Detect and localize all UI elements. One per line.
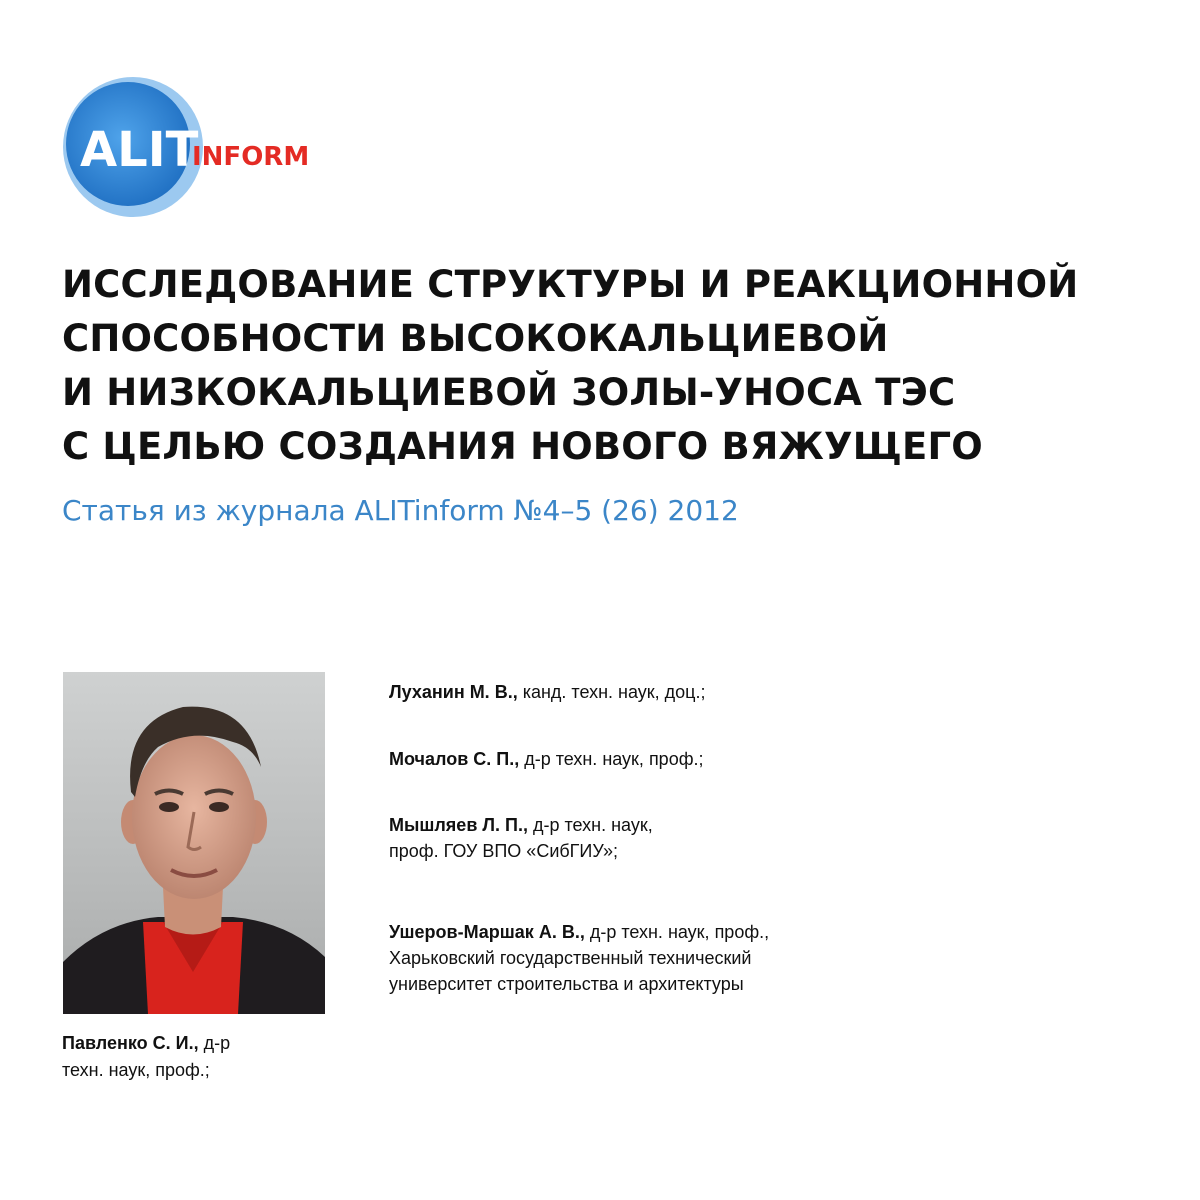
author-name: Луханин М. В., (389, 682, 518, 702)
author-portrait (63, 672, 325, 1014)
title-line: ИССЛЕДОВАНИЕ СТРУКТУРЫ И РЕАКЦИОННОЙ (62, 263, 1079, 306)
caption-degree: д-р (198, 1033, 231, 1053)
title-line: С ЦЕЛЬЮ СОЗДАНИЯ НОВОГО ВЯЖУЩЕГО (62, 425, 983, 468)
author-name: Мышляев Л. П., (389, 815, 528, 835)
title-line: И НИЗКОКАЛЬЦИЕВОЙ ЗОЛЫ-УНОСА ТЭС (62, 371, 956, 414)
author-desc: д-р техн. наук, (527, 815, 653, 835)
alitinform-logo (58, 72, 338, 222)
caption-degree-line2: техн. наук, проф.; (62, 1060, 210, 1080)
author-entry (389, 679, 949, 705)
author-entry (389, 812, 949, 864)
author-affiliation: университет строительства и архитектуры (389, 974, 744, 994)
logo-alit-text: ALIT (80, 122, 199, 178)
article-title (62, 258, 1162, 474)
author-name: Мочалов С. П., (389, 749, 520, 769)
portrait-caption (62, 1030, 332, 1084)
author-desc: д-р техн. наук, проф., (584, 922, 770, 942)
title-line: СПОСОБНОСТИ ВЫСОКОКАЛЬЦИЕВОЙ (62, 317, 889, 360)
author-entry (389, 746, 949, 772)
author-desc: канд. техн. наук, доц.; (517, 682, 706, 702)
author-name: Ушеров-Маршак А. В., (389, 922, 585, 942)
author-desc: д-р техн. наук, проф.; (519, 749, 704, 769)
caption-author-name: Павленко С. И., (62, 1033, 199, 1053)
journal-source: Статья из журнала ALITinform №4–5 (26) 2012 (62, 494, 739, 527)
logo-inform-text: INFORM (192, 142, 310, 172)
author-affiliation: Харьковский государственный технический (389, 948, 752, 968)
author-affiliation: проф. ГОУ ВПО «СибГИУ»; (389, 841, 618, 861)
author-entry (389, 919, 949, 997)
